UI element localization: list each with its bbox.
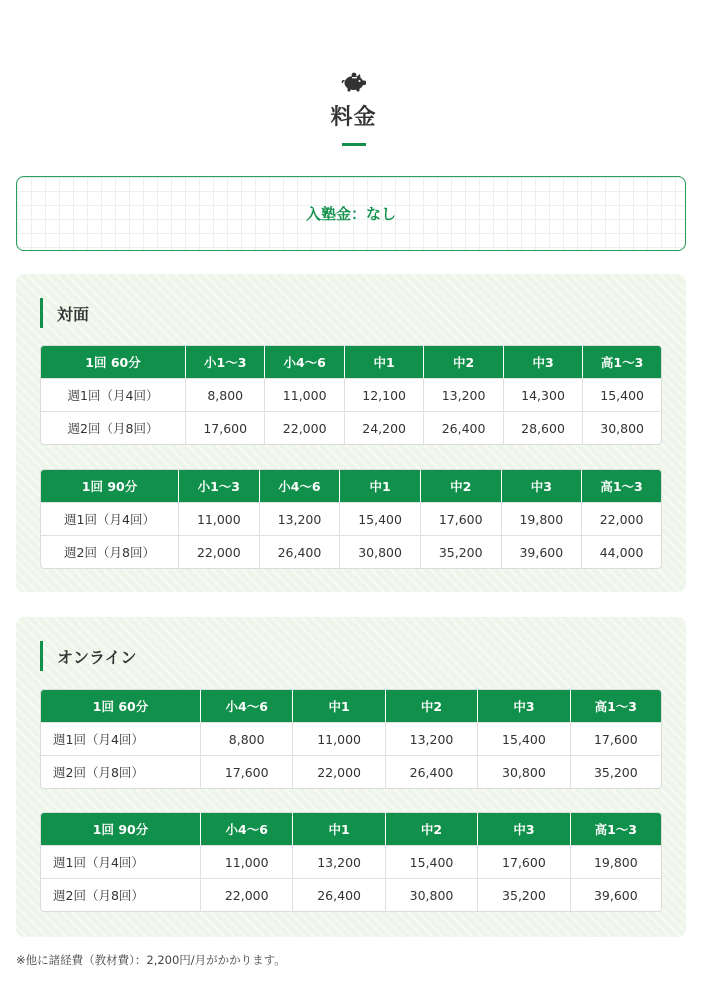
column-header: 中2: [421, 470, 502, 502]
row-label: 週2回（月8回）: [41, 878, 201, 911]
price-cell: 11,000: [179, 502, 260, 535]
column-header: 小1〜3: [179, 470, 260, 502]
price-cell: 22,000: [582, 502, 661, 535]
column-header: 中2: [424, 346, 503, 378]
table-row: [41, 378, 661, 411]
row-label: 週2回（月8回）: [41, 755, 201, 788]
price-cell: 15,400: [386, 845, 478, 878]
price-cell: 13,200: [386, 722, 478, 755]
table-row: [41, 755, 661, 788]
price-cell: 30,800: [386, 878, 478, 911]
price-cell: 8,800: [201, 722, 293, 755]
table-row: [41, 535, 661, 568]
column-header: 高1〜3: [582, 470, 661, 502]
section-title: 対面: [40, 298, 89, 328]
table-header-row: [41, 813, 661, 845]
price-cell: 19,800: [571, 845, 661, 878]
price-cell: 19,800: [502, 502, 583, 535]
price-cell: 24,200: [345, 411, 424, 444]
price-cell: 11,000: [265, 378, 344, 411]
column-header: 1回 90分: [41, 470, 179, 502]
price-cell: 30,800: [583, 411, 661, 444]
table-row: [41, 502, 661, 535]
price-cell: 8,800: [186, 378, 265, 411]
price-cell: 11,000: [293, 722, 385, 755]
row-label: 週1回（月4回）: [41, 845, 201, 878]
price-cell: 26,400: [424, 411, 503, 444]
column-header: 中3: [504, 346, 583, 378]
price-cell: 39,600: [571, 878, 661, 911]
price-cell: 22,000: [265, 411, 344, 444]
entrance-fee-box: [16, 176, 686, 251]
price-cell: 22,000: [201, 878, 293, 911]
price-cell: 17,600: [478, 845, 570, 878]
price-table-online-90: [40, 812, 662, 912]
price-cell: 26,400: [260, 535, 341, 568]
row-label: 週1回（月4回）: [41, 502, 179, 535]
price-cell: 28,600: [504, 411, 583, 444]
column-header: 高1〜3: [583, 346, 661, 378]
price-table-in-person-60: [40, 345, 662, 445]
column-header: 小4〜6: [265, 346, 344, 378]
price-cell: 30,800: [478, 755, 570, 788]
section-online: [16, 617, 686, 937]
table-row: [41, 722, 661, 755]
row-label: 週2回（月8回）: [41, 535, 179, 568]
table-row: [41, 845, 661, 878]
price-cell: 39,600: [502, 535, 583, 568]
price-cell: 35,200: [421, 535, 502, 568]
price-cell: 12,100: [345, 378, 424, 411]
price-cell: 13,200: [260, 502, 341, 535]
price-cell: 13,200: [293, 845, 385, 878]
column-header: 高1〜3: [571, 813, 661, 845]
column-header: 小4〜6: [201, 813, 293, 845]
price-cell: 22,000: [179, 535, 260, 568]
column-header: 中1: [345, 346, 424, 378]
column-header: 小4〜6: [201, 690, 293, 722]
column-header: 中3: [478, 813, 570, 845]
page-header: [0, 72, 707, 146]
column-header: 中3: [502, 470, 583, 502]
price-table-in-person-90: [40, 469, 662, 569]
page-title: 料金: [330, 105, 377, 130]
column-header: 中1: [293, 813, 385, 845]
table-header-row: [41, 690, 661, 722]
price-cell: 17,600: [421, 502, 502, 535]
price-cell: 15,400: [583, 378, 661, 411]
column-header: 中3: [478, 690, 570, 722]
price-cell: 35,200: [478, 878, 570, 911]
price-cell: 14,300: [504, 378, 583, 411]
table-row: [41, 411, 661, 444]
price-cell: 35,200: [571, 755, 661, 788]
price-cell: 17,600: [201, 755, 293, 788]
section-title: オンライン: [40, 641, 137, 671]
column-header: 中2: [386, 690, 478, 722]
column-header: 1回 60分: [41, 346, 186, 378]
column-header: 小4〜6: [260, 470, 341, 502]
price-cell: 15,400: [478, 722, 570, 755]
table-header-row: [41, 346, 661, 378]
piggy-bank-icon: [341, 72, 367, 92]
price-cell: 44,000: [582, 535, 661, 568]
column-header: 中2: [386, 813, 478, 845]
price-cell: 22,000: [293, 755, 385, 788]
section-in-person: [16, 274, 686, 592]
entrance-fee-text: 入塾金：なし: [305, 205, 396, 223]
column-header: 高1〜3: [571, 690, 661, 722]
price-cell: 26,400: [386, 755, 478, 788]
price-cell: 17,600: [186, 411, 265, 444]
price-cell: 15,400: [340, 502, 421, 535]
title-underline: [342, 143, 366, 146]
table-row: [41, 878, 661, 911]
column-header: 1回 60分: [41, 690, 201, 722]
column-header: 中1: [340, 470, 421, 502]
row-label: 週2回（月8回）: [41, 411, 186, 444]
price-table-online-60: [40, 689, 662, 789]
row-label: 週1回（月4回）: [41, 722, 201, 755]
column-header: 1回 90分: [41, 813, 201, 845]
column-header: 小1〜3: [186, 346, 265, 378]
fee-note: ※他に諸経費（教材費）：2,200円/月がかかります。: [16, 953, 286, 967]
price-cell: 30,800: [340, 535, 421, 568]
column-header: 中1: [293, 690, 385, 722]
table-header-row: [41, 470, 661, 502]
price-cell: 17,600: [571, 722, 661, 755]
price-cell: 11,000: [201, 845, 293, 878]
price-cell: 26,400: [293, 878, 385, 911]
row-label: 週1回（月4回）: [41, 378, 186, 411]
price-cell: 13,200: [424, 378, 503, 411]
